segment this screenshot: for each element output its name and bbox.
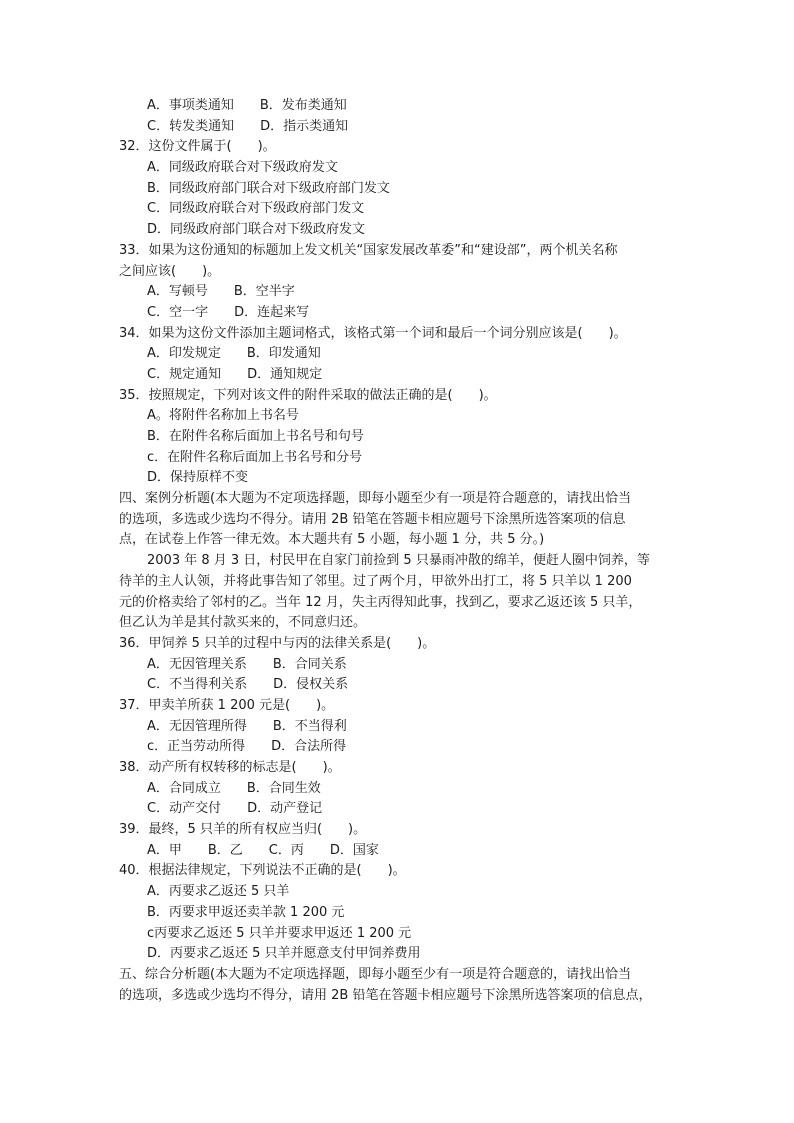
answer-option-line: C．转发类通知 D．指示类通知 <box>147 118 349 134</box>
question-text-line: 五、综合分析题(本大题为不定项选择题，即每小题至少有一项是符合题意的，请找出恰当 <box>119 966 632 982</box>
answer-option-line: B．同级政府部门联合对下级政府部门发文 <box>147 180 390 196</box>
question-text-line: 40．根据法律规定，下列说法不正确的是( )。 <box>119 863 406 879</box>
answer-option-line: D．保持原样不变 <box>147 470 249 486</box>
answer-option-line: c．在附件名称后面加上书名号和分号 <box>147 449 363 465</box>
exam-text-body <box>119 96 679 1006</box>
answer-option-line: C．空一字 D．连起来写 <box>147 304 310 320</box>
answer-option-line: A．无因管理关系 B．合同关系 <box>147 656 347 672</box>
answer-option-line: A。将附件名称加上书名号 <box>147 408 299 424</box>
answer-option-line: c．正当劳动所得 D．合法所得 <box>147 739 347 755</box>
answer-option-line: A．甲 B．乙 C．丙 D．国家 <box>147 842 379 858</box>
answer-option-line: A．事项类通知 B．发布类通知 <box>147 98 347 113</box>
question-text-line: 34．如果为这份文件添加主题词格式，该格式第一个词和最后一个词分别应该是( )。 <box>119 325 627 341</box>
answer-option-line: C．同级政府联合对下级政府部门发文 <box>147 201 365 217</box>
answer-option-line: A．丙要求乙返还 5 只羊 <box>147 884 290 900</box>
question-text-line: 的选项，多选或少选均不得分。请用 2B 铅笔在答题卡相应题号下涂黑所选答案项的信息 <box>119 511 626 527</box>
answer-option-line: C．动产交付 D．动产登记 <box>147 801 323 817</box>
question-text-line: 33．如果为这份通知的标题加上发文机关“国家发展改革委”和“建设部”，两个机关名称 <box>119 242 618 258</box>
answer-option-line: D．丙要求乙返还 5 只羊并愿意支付甲饲养费用 <box>147 946 421 962</box>
question-text-line: 元的价格卖给了邻村的乙。当年 12 月，失主丙得知此事，找到乙，要求乙返还该 5 只羊， <box>119 594 642 610</box>
question-text-line: 之间应该( )。 <box>119 263 221 279</box>
question-text-line: 待羊的主人认领，并将此事告知了邻里。过了两个月，甲欲外出打工，将 5 只羊以 1 200 <box>119 573 632 589</box>
question-text-line: 35．按照规定，下列对该文件的附件采取的做法正确的是( )。 <box>119 387 497 403</box>
question-text-line: 37．甲卖羊所获 1 200 元是( )。 <box>119 697 335 713</box>
question-text-line: 点，在试卷上作答一律无效。本大题共有 5 小题，每小题 1 分，共 5 分。) <box>119 532 545 548</box>
answer-option-line: B．在附件名称后面加上书名号和句号 <box>147 429 364 444</box>
answer-option-line: C．规定通知 D．通知规定 <box>147 366 323 382</box>
question-text-line: 的选项，多选或少选均不得分，请用 2B 铅笔在答题卡相应题号下涂黑所选答案项的信息点， <box>119 987 652 1003</box>
question-text-line: 39．最终，5 只羊的所有权应当归( )。 <box>119 822 367 838</box>
question-text-line: 38．动产所有权转移的标志是( )。 <box>119 760 341 775</box>
answer-option-line: A．印发规定 B．印发通知 <box>147 346 321 362</box>
answer-option-line: A．写顿号 B．空半字 <box>147 284 295 300</box>
answer-option-line: D．同级政府部门联合对下级政府发文 <box>147 222 366 238</box>
answer-option-line: A．合同成立 B．合同生效 <box>147 780 321 796</box>
question-text-line: 四、案例分析题(本大题为不定项选择题，即每小题至少有一项是符合题意的，请找出恰当 <box>119 491 632 507</box>
question-text-line: 32．这份文件属于( )。 <box>119 139 276 155</box>
question-text-line: 36．甲饲养 5 只羊的过程中与丙的法律关系是( )。 <box>119 635 436 651</box>
answer-option-line: A．无因管理所得 B．不当得利 <box>147 718 347 734</box>
answer-option-line: c丙要求乙返还 5 只羊并要求甲返还 1 200 元 <box>147 925 412 941</box>
question-text-line: 但乙认为羊是其付款买来的，不同意归还。 <box>119 615 367 631</box>
answer-option-line: B．丙要求甲返还卖羊款 1 200 元 <box>147 904 345 920</box>
answer-option-line: C．不当得利关系 D．侵权关系 <box>147 677 349 693</box>
answer-option-line: A．同级政府联合对下级政府发文 <box>147 160 338 176</box>
answer-option-line: 2003 年 8 月 3 日，村民甲在自家门前捡到 5 只暴雨冲散的绵羊，便赶人圈中饲养，等 <box>147 553 650 569</box>
